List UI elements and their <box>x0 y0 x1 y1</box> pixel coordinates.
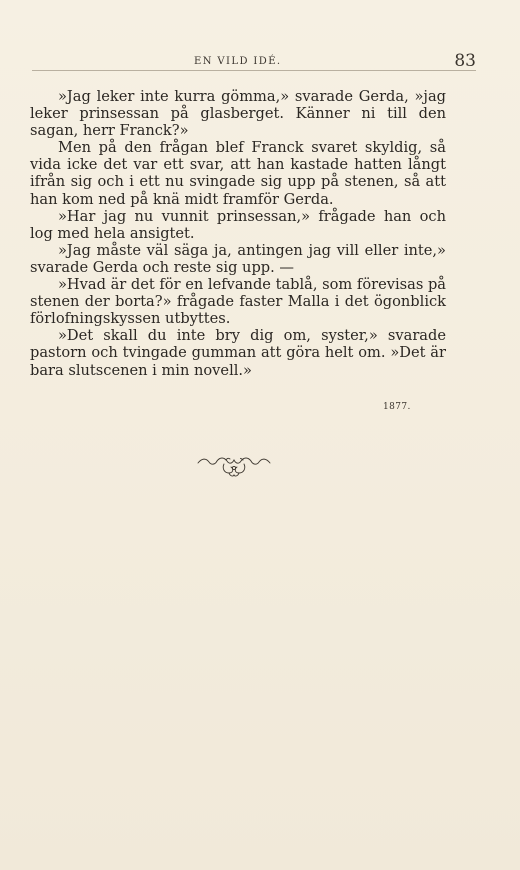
paragraph: Men på den frågan blef Franck svaret skyldig, så vida icke det var ett svar, att han kastade hatten långt ifrån sig och i ett nu svingade sig upp på stenen, så att han kom ned på knä midt framför Gerda. <box>30 139 446 208</box>
date-line: 1877. <box>383 402 411 412</box>
paragraph: »Jag leker inte kurra gömma,» svarade Gerda, »jag leker prinsessan på glasberget. Känner ni till den sagan, herr Franck?» <box>30 88 446 140</box>
paragraph: »Har jag nu vunnit prinsessan,» frågade han och log med hela ansigtet. <box>30 207 446 242</box>
paragraph: »Jag måste väl säga ja, antingen jag vill eller inte,» svarade Gerda och reste sig upp. — <box>30 241 446 276</box>
header-rule <box>32 70 476 71</box>
page-number: 83 <box>454 51 476 71</box>
running-head <box>32 51 490 73</box>
vine-scroll-ornament-icon <box>196 454 272 480</box>
running-title: EN VILD IDÉ. <box>194 56 282 67</box>
body-text <box>30 88 446 379</box>
paragraph: »Hvad är det för en lefvande tablå, som förevisas på stenen der borta?» frågade faster Malla i det ögonblick förlofningskyssen utbyttes. <box>30 276 446 328</box>
paragraph: »Det skall du inte bry dig om, syster,» svarade pastorn och tvingade gumman att göra helt om. »Det är bara slutscenen i min novell.» <box>30 327 446 379</box>
